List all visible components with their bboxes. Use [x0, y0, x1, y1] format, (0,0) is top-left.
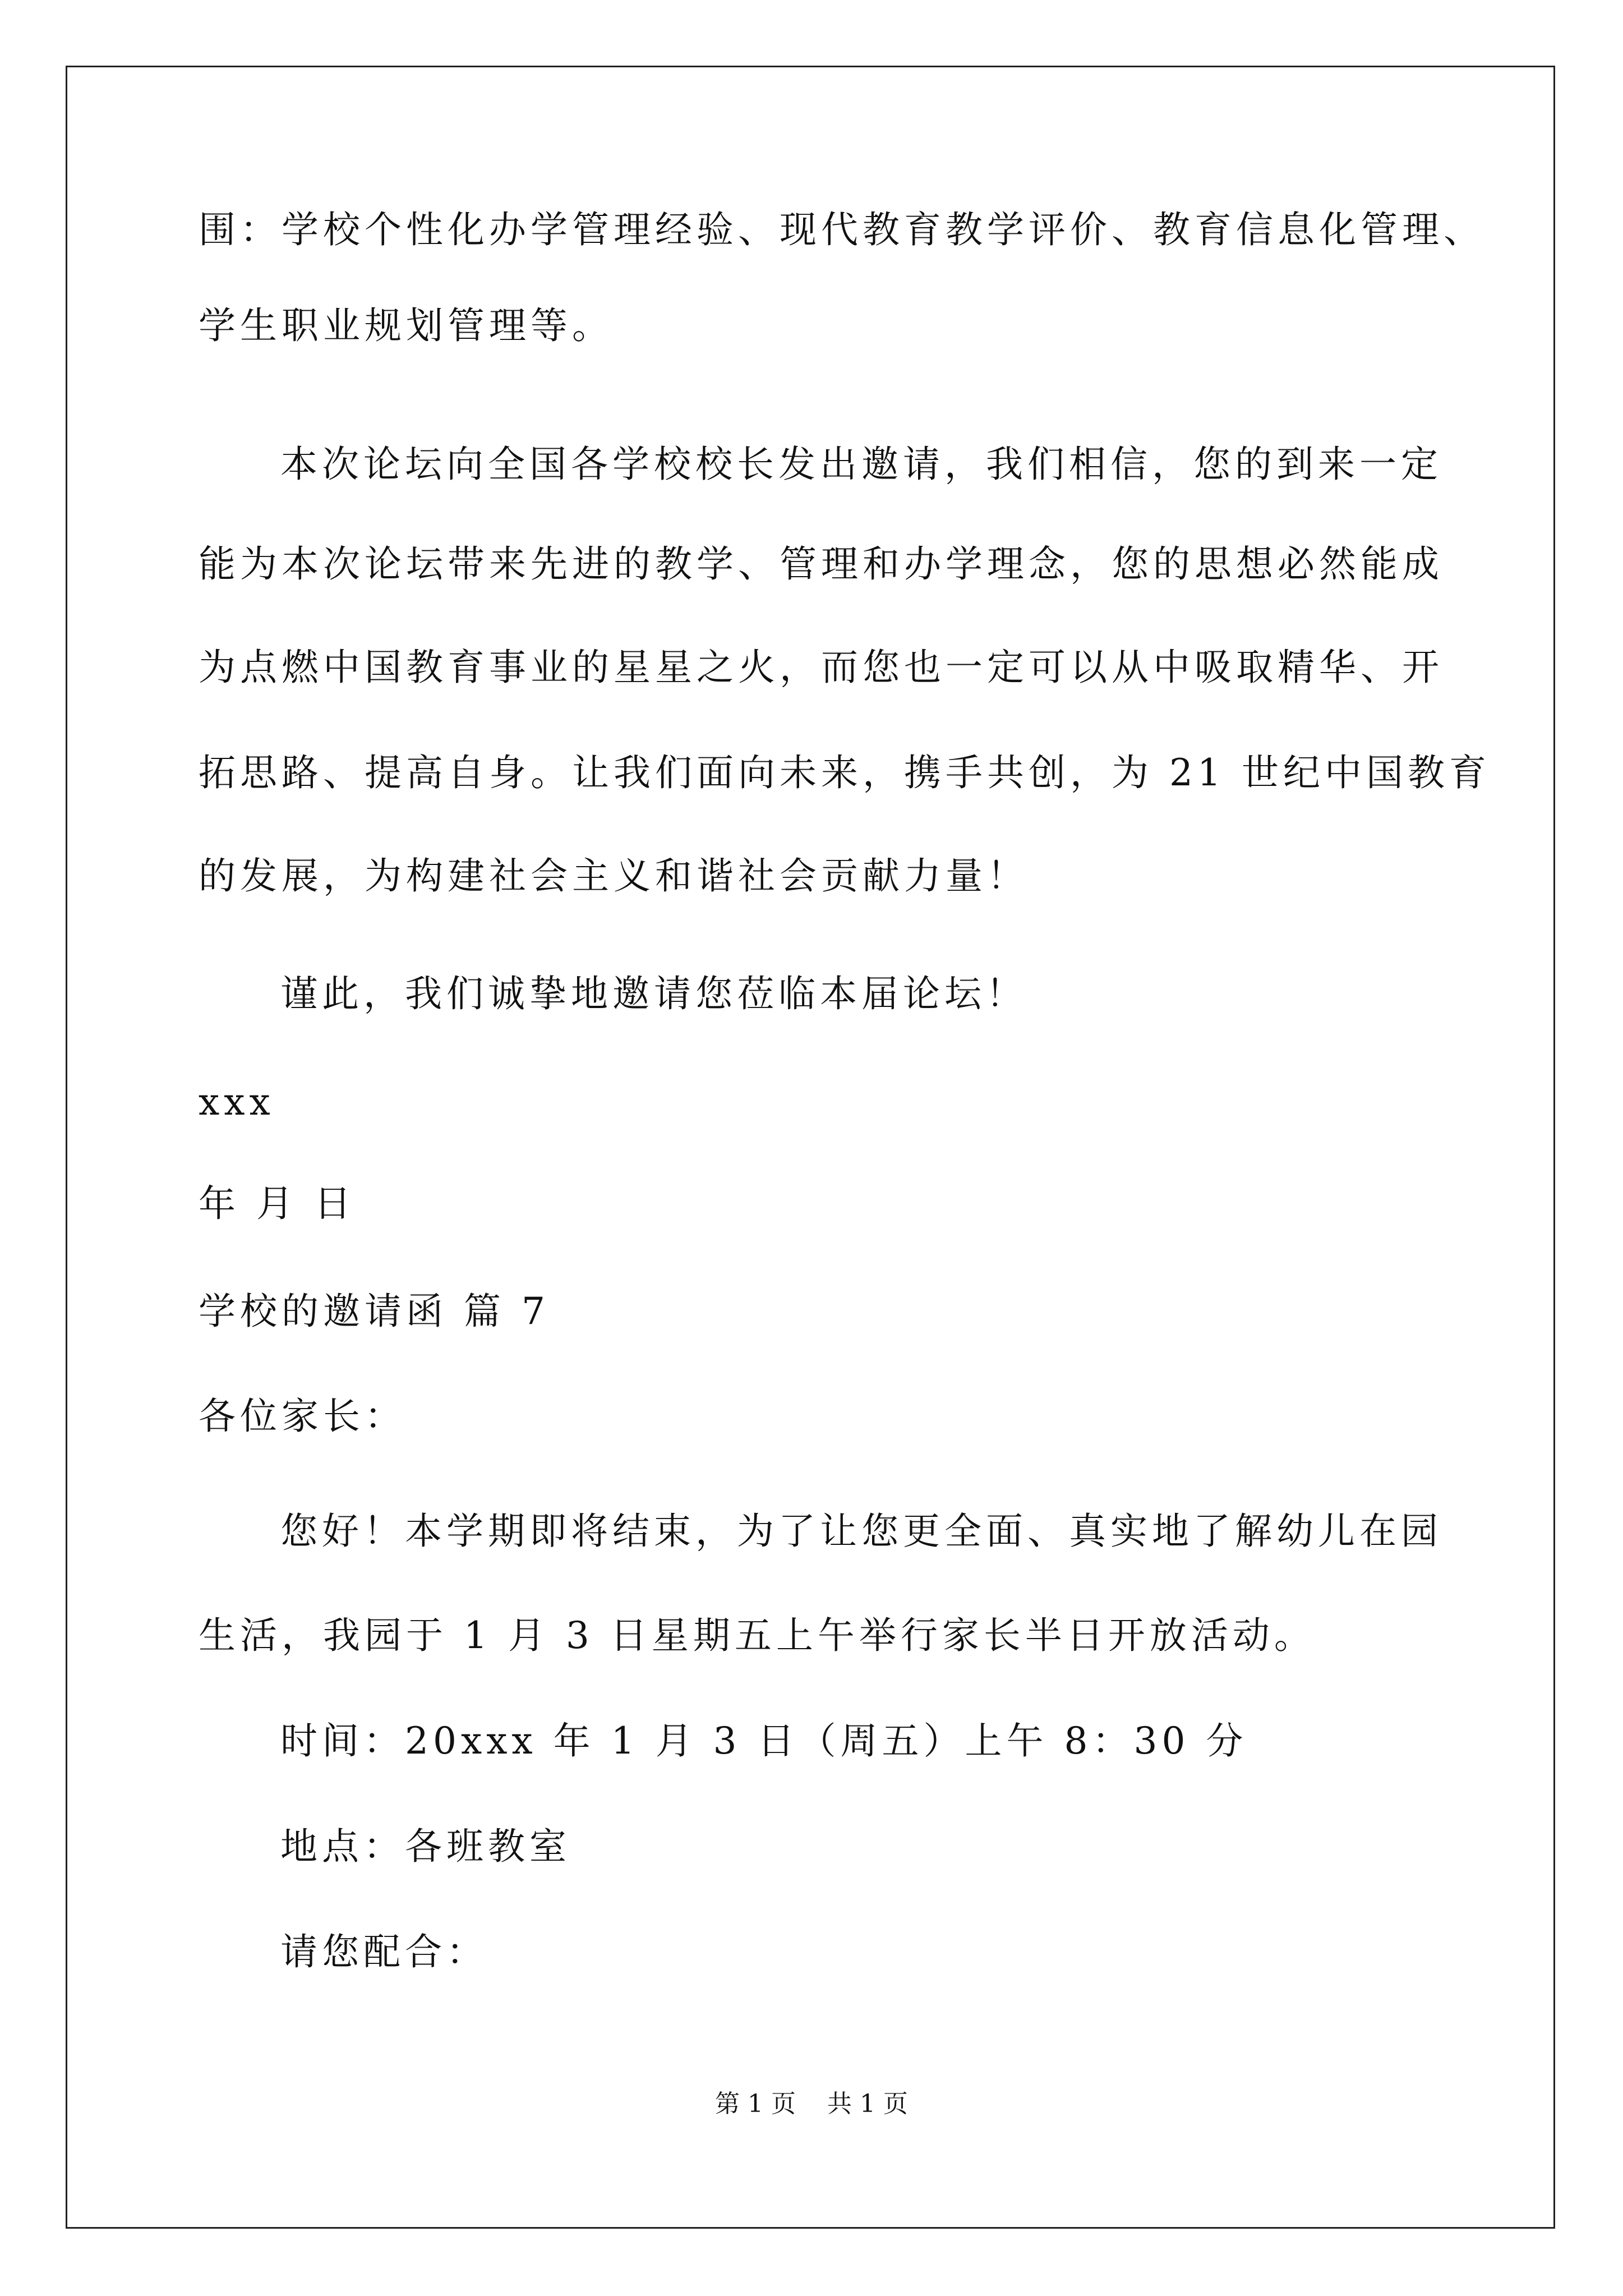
section-heading: 学校的邀请函 篇 7	[199, 1290, 550, 1333]
text-line-invitation-2: 能为本次论坛带来先进的教学、管理和办学理念，您的思想必然能成	[199, 542, 1444, 586]
event-time: 时间：20xxx 年 1 月 3 日（周五）上午 8：30 分	[280, 1719, 1248, 1763]
text-line-notice-2: 生活，我园于 1 月 3 日星期五上午举行家长半日开放活动。	[199, 1614, 1316, 1657]
text-line-notice-start: 您好！本学期即将结束，为了让您更全面、真实地了解幼儿在园	[280, 1510, 1442, 1553]
event-location: 地点：各班教室	[280, 1825, 571, 1868]
salutation: 各位家长：	[199, 1395, 406, 1438]
page-border	[66, 66, 1555, 2229]
text-line-scope-end: 学生职业规划管理等。	[199, 304, 614, 347]
signature-placeholder: xxx	[199, 1080, 275, 1124]
text-line-invitation-4: 拓思路、提高自身。让我们面向未来，携手共创，为 21 世纪中国教育	[199, 751, 1491, 794]
text-line-invitation-5: 的发展，为构建社会主义和谐社会贡献力量！	[199, 854, 1029, 898]
text-line-scope: 围：学校个性化办学管理经验、现代教育教学评价、教育信息化管理、	[199, 208, 1485, 251]
page-footer: 第 1 页 共 1 页	[715, 2090, 908, 2118]
text-line-closing: 谨此，我们诚挚地邀请您莅临本届论坛！	[280, 972, 1027, 1015]
date-placeholder: 年 月 日	[199, 1182, 356, 1225]
text-line-invitation-start: 本次论坛向全国各学校校长发出邀请，我们相信，您的到来一定	[280, 443, 1442, 486]
text-line-invitation-3: 为点燃中国教育事业的星星之火，而您也一定可以从中吸取精华、开	[199, 646, 1444, 689]
cooperation-request: 请您配合：	[280, 1930, 488, 1973]
